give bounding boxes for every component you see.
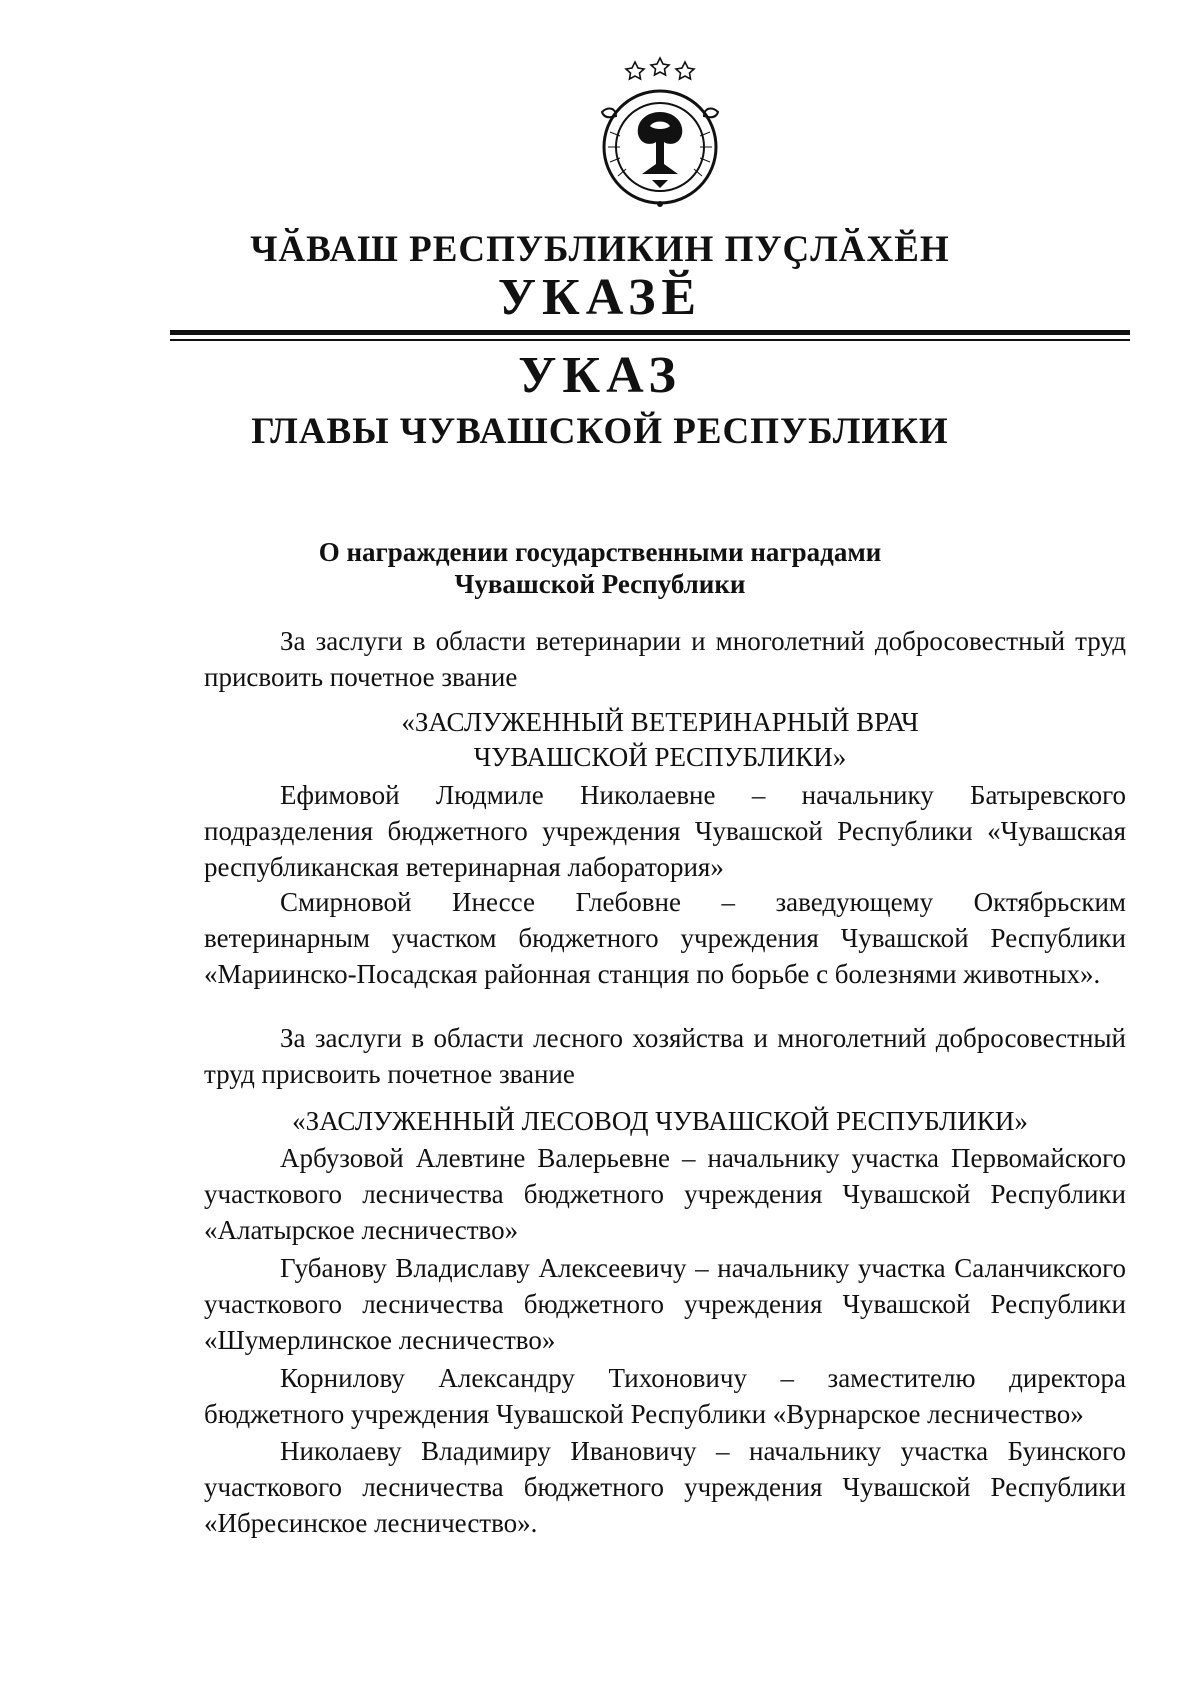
header-divider-thin [170, 339, 1130, 341]
russian-header-title: ГЛАВЫ ЧУВАШСКОЙ РЕСПУБЛИКИ [251, 411, 949, 452]
section-2-title: «ЗАСЛУЖЕННЫЙ ЛЕСОВОД ЧУВАШСКОЙ РЕСПУБЛИКИ» [292, 1106, 1028, 1136]
section-2-intro: За заслуги в области лесного хозяйства и многолетний добросовестный труд присвоить почетное звание [204, 1023, 1126, 1089]
star-icons [626, 58, 694, 79]
chuvash-ukaz-heading: УКАЗӖ [497, 269, 703, 326]
section-1-awardee-2: Смирновой Инессе Глебовне – заведующему Октябрьским ветеринарным участком бюджетного учреждения Чувашской Республики «Мариинско-Посадская районная станция по борьбе с болезнями животных». [204, 887, 1126, 989]
section-2-awardee-4: Николаеву Владимиру Ивановичу – начальнику участка Буинского участкового лесничества бюджетного учреждения Чувашской Республики «Ибресинское лесничество». [204, 1436, 1126, 1538]
section-1-title-line-1: «ЗАСЛУЖЕННЫЙ ВЕТЕРИНАРНЫЙ ВРАЧ [401, 707, 919, 737]
coat-of-arms-emblem [580, 52, 740, 212]
chuvash-header-title: ЧӐВАШ РЕСПУБЛИКИН ПУҪЛӐХӖН [250, 229, 950, 270]
section-1-title-line-2: ЧУВАШСКОЙ РЕСПУБЛИКИ» [473, 742, 847, 772]
subject-line-2: Чувашской Республики [454, 569, 746, 599]
section-2-awardee-1: Арбузовой Алевтине Валерьевне – начальнику участка Первомайского участкового лесничества бюджетного учреждения Чувашской Республики «Алатырское лесничество» [204, 1143, 1126, 1245]
section-1-awardee-1: Ефимовой Людмиле Николаевне – начальнику Батыревского подразделения бюджетного учреждения Чувашской Республики «Чувашская республиканская ветеринарная лаборатория» [204, 780, 1126, 882]
section-2-awardee-2: Губанову Владиславу Алексеевичу – начальнику участка Саланчикского участкового лесничества бюджетного учреждения Чувашской Республики «Шумерлинское лесничество» [204, 1253, 1126, 1355]
section-2-awardee-3: Корнилову Александру Тихоновичу – заместителю директора бюджетного учреждения Чувашской Республики «Вурнарское лесничество» [204, 1363, 1126, 1429]
russian-ukaz-heading: УКАЗ [518, 347, 682, 404]
header-divider-thick [170, 330, 1130, 335]
subject-line-1: О награждении государственными наградами [318, 537, 882, 567]
section-1-intro: За заслуги в области ветеринарии и многолетний добросовестный труд присвоить почетное звание [204, 626, 1126, 692]
